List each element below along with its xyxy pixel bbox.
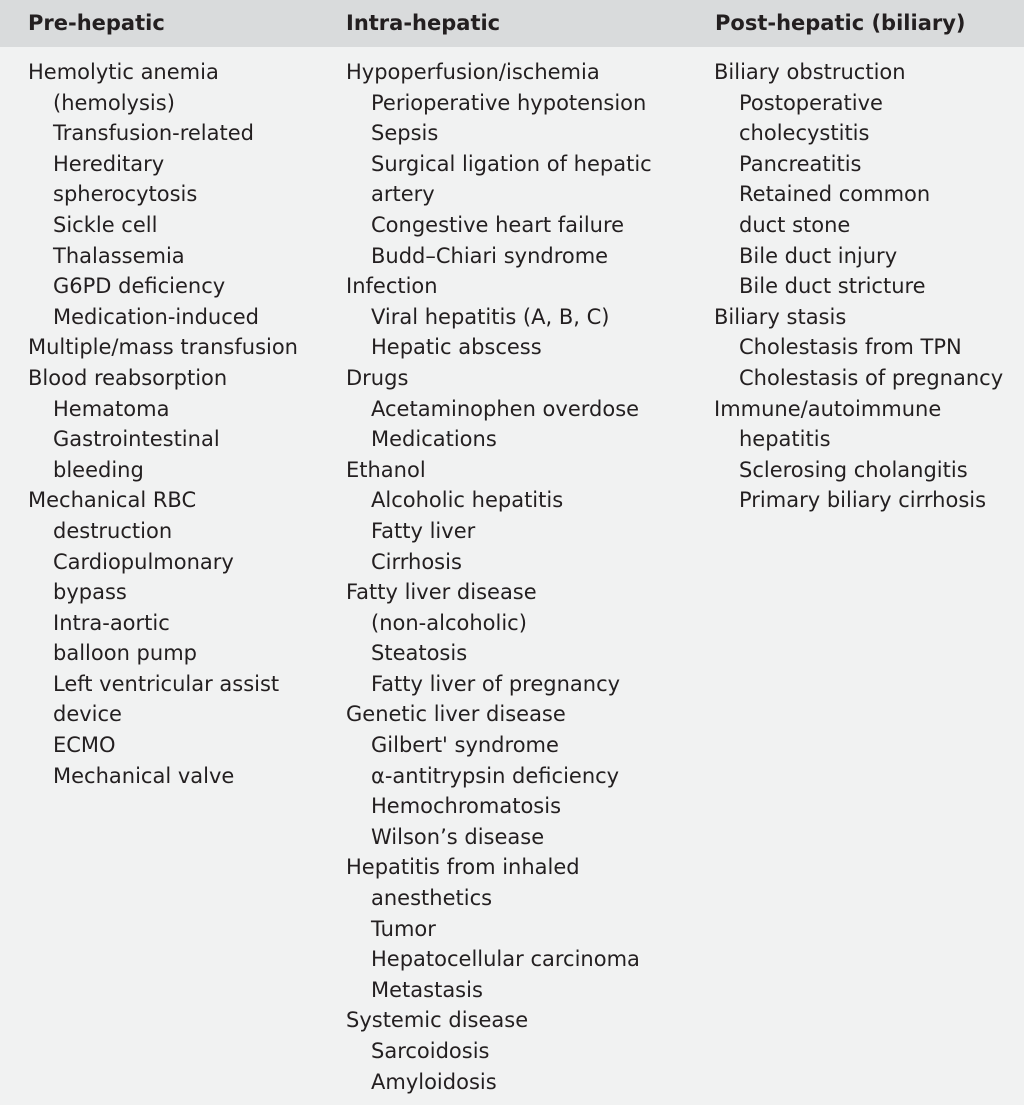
column-post-hepatic — [714, 57, 1003, 516]
table-subitem: Intra-aortic — [53, 610, 170, 635]
table-subitem: Viral hepatitis (A, B, C) — [371, 304, 610, 329]
table-subitem: (non-alcoholic) — [371, 610, 527, 635]
table-subitem: Fatty liver of pregnancy — [371, 671, 621, 696]
table-subitem: spherocytosis — [53, 182, 198, 207]
table-subitem: Sepsis — [371, 121, 439, 146]
table-subitem: Amyloidosis — [371, 1069, 497, 1094]
table-subitem: G6PD deficiency — [53, 274, 226, 299]
table-subitem: Cardiopulmonary — [53, 549, 234, 574]
table-item: Biliary obstruction — [714, 60, 906, 84]
table-subitem: Thalassemia — [53, 243, 185, 268]
table-subitem: Fatty liver — [371, 518, 476, 543]
table-subitem: α-antitrypsin deficiency — [371, 763, 620, 788]
column-pre-hepatic — [28, 57, 298, 791]
table-subitem: Sickle cell — [53, 212, 158, 237]
table-subitem: Perioperative hypotension — [371, 90, 647, 115]
table-subitem: Wilson’s disease — [371, 824, 545, 849]
header-pre-hepatic: Pre-hepatic — [28, 11, 165, 35]
table-subitem: Gilbert' syndrome — [371, 733, 559, 758]
table-subitem: Budd–Chiari syndrome — [371, 243, 609, 268]
header-intra-hepatic: Intra-hepatic — [346, 11, 501, 35]
table-subitem: Bile duct stricture — [739, 274, 926, 299]
table-subitem: destruction — [53, 518, 173, 543]
table-subitem: Hepatocellular carcinoma — [371, 947, 640, 972]
table-subitem: Transfusion-related — [53, 121, 254, 146]
table-subitem: bleeding — [53, 457, 144, 482]
table-subitem: Surgical ligation of hepatic — [371, 151, 652, 176]
table-subitem: Primary biliary cirrhosis — [739, 488, 987, 513]
table-subitem: Alcoholic hepatitis — [371, 488, 564, 513]
table-item: Infection — [346, 274, 438, 299]
table-item: Blood reabsorption — [28, 365, 228, 390]
table-subitem: (hemolysis) — [53, 90, 175, 115]
header-post-hepatic: Post-hepatic (biliary) — [715, 11, 966, 35]
table-item: Multiple/mass transfusion — [28, 335, 298, 360]
table-item: Immune/autoimmune — [714, 396, 942, 421]
table-subitem: Steatosis — [371, 641, 468, 666]
table-subitem: artery — [371, 182, 435, 207]
table-item: Mechanical RBC — [28, 488, 197, 513]
table-subitem: Hematoma — [53, 396, 170, 421]
table-subitem: Gastrointestinal — [53, 427, 220, 452]
table-subitem: Postoperative — [739, 90, 883, 115]
table-subitem: Hemochromatosis — [371, 794, 562, 819]
table-subitem: Cholestasis from TPN — [739, 335, 962, 360]
table-subitem: Cholestasis of pregnancy — [739, 365, 1004, 390]
table-item: Hypoperfusion/ischemia — [346, 60, 600, 84]
table-subitem: Cirrhosis — [371, 549, 462, 574]
table-subitem: Medications — [371, 427, 497, 452]
table-subitem: Acetaminophen overdose — [371, 396, 640, 421]
table-subitem: Congestive heart failure — [371, 212, 625, 237]
table-item: Biliary stasis — [714, 304, 847, 329]
table-subitem: Hepatic abscess — [371, 335, 542, 360]
table-item: Hemolytic anemia — [28, 60, 219, 84]
table-subitem: Hereditary — [53, 151, 165, 176]
table-subitem: duct stone — [739, 212, 851, 237]
table-subitem: ECMO — [53, 733, 116, 758]
table-subitem: Tumor — [371, 916, 436, 941]
table-header-row — [0, 0, 1024, 47]
table-subitem: Medication-induced — [53, 304, 260, 329]
table-subitem: Bile duct injury — [739, 243, 898, 268]
table-subitem: anesthetics — [371, 886, 493, 911]
table-subitem: Sarcoidosis — [371, 1039, 490, 1063]
table-item: Drugs — [346, 365, 409, 390]
table-subitem: Left ventricular assist — [53, 671, 280, 696]
table-item: Fatty liver disease — [346, 580, 537, 605]
table-subitem: cholecystitis — [739, 121, 870, 146]
table-item: Systemic disease — [346, 1008, 529, 1033]
table-subitem: Mechanical valve — [53, 763, 235, 788]
table-subitem: bypass — [53, 580, 127, 605]
table-item: Ethanol — [346, 457, 426, 482]
table-subitem: Sclerosing cholangitis — [739, 457, 968, 482]
table-subitem: Retained common — [739, 182, 931, 207]
table-subitem: Pancreatitis — [739, 151, 862, 176]
table-item: Genetic liver disease — [346, 702, 566, 727]
table-subitem: balloon pump — [53, 641, 197, 666]
table-item: Hepatitis from inhaled — [346, 855, 580, 880]
table-subitem: Metastasis — [371, 977, 483, 1002]
column-intra-hepatic — [346, 57, 652, 1097]
table-subitem: device — [53, 702, 122, 727]
table-subitem: hepatitis — [739, 427, 831, 452]
